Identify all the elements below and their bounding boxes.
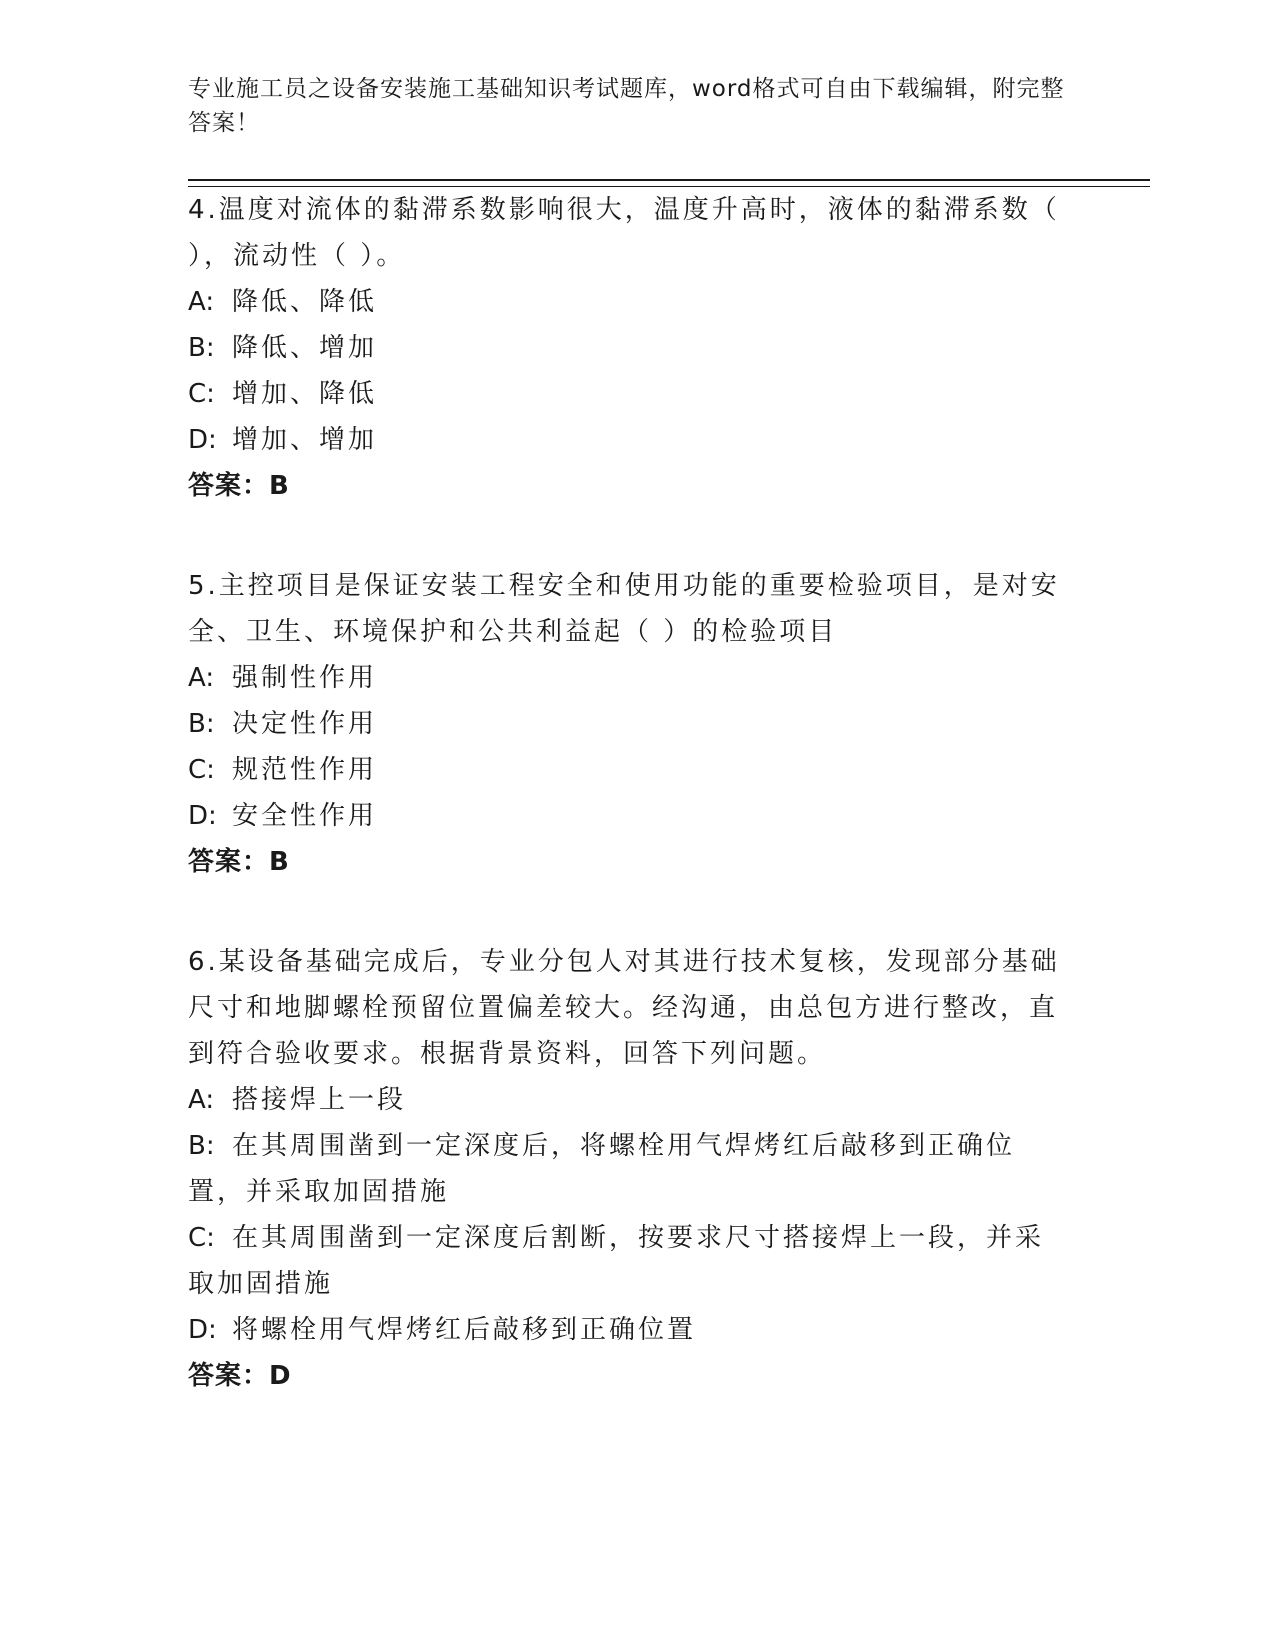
document-header: 专业施工员之设备安装施工基础知识考试题库，word格式可自由下载编辑，附完整答案！ <box>188 76 1065 136</box>
option-text: 决定性作用 <box>232 709 378 739</box>
option-key: A: <box>188 1085 215 1115</box>
option-a <box>188 1077 1068 1123</box>
option-key: A: <box>188 287 215 317</box>
question-list <box>188 187 1068 1453</box>
option-key: C: <box>188 755 215 785</box>
option-d <box>188 417 1068 463</box>
option-text: 搭接焊上一段 <box>232 1085 407 1115</box>
option-c <box>188 1215 1068 1307</box>
option-list <box>188 1077 1068 1353</box>
option-text: 降低、增加 <box>232 333 378 363</box>
option-key: D: <box>188 425 217 455</box>
option-text: 安全性作用 <box>232 801 378 831</box>
option-key: A: <box>188 663 215 693</box>
option-text: 在其周围凿到一定深度后割断，按要求尺寸搭接焊上一段，并采取加固措施 <box>188 1223 1045 1299</box>
option-key: C: <box>188 1223 215 1253</box>
question-text: 5.主控项目是保证安装工程安全和使用功能的重要检验项目，是对安全、卫生、环境保护和公共利益起（ ）的检验项目 <box>188 571 1060 647</box>
option-a <box>188 655 1068 701</box>
option-c <box>188 371 1068 417</box>
option-key: B: <box>188 709 215 739</box>
option-b <box>188 1123 1068 1215</box>
option-b <box>188 701 1068 747</box>
option-key: B: <box>188 1131 215 1161</box>
option-text: 强制性作用 <box>232 663 378 693</box>
option-d <box>188 1307 1068 1353</box>
option-b <box>188 325 1068 371</box>
question-6 <box>188 939 1068 1399</box>
question-text: 6.某设备基础完成后，专业分包人对其进行技术复核，发现部分基础尺寸和地脚螺栓预留位置偏差较大。经沟通，由总包方进行整改，直到符合验收要求。根据背景资料，回答下列问题。 <box>188 947 1060 1069</box>
option-key: D: <box>188 1315 217 1345</box>
option-c <box>188 747 1068 793</box>
option-text: 降低、降低 <box>232 287 378 317</box>
answer-line: 答案：B <box>188 847 290 877</box>
option-text: 将螺栓用气焊烤红后敲移到正确位置 <box>232 1315 697 1345</box>
question-text: 4.温度对流体的黏滞系数影响很大，温度升高时，液体的黏滞系数（ ），流动性（ ）。 <box>188 195 1060 271</box>
option-d <box>188 793 1068 839</box>
option-text: 在其周围凿到一定深度后，将螺栓用气焊烤红后敲移到正确位置，并采取加固措施 <box>188 1131 1016 1207</box>
option-text: 增加、增加 <box>232 425 378 455</box>
option-text: 增加、降低 <box>232 379 378 409</box>
option-a <box>188 279 1068 325</box>
answer-line: 答案：D <box>188 1361 292 1391</box>
answer-line: 答案：B <box>188 471 290 501</box>
option-list <box>188 655 1068 839</box>
option-key: D: <box>188 801 217 831</box>
question-5 <box>188 563 1068 885</box>
option-key: C: <box>188 379 215 409</box>
option-list <box>188 279 1068 463</box>
option-key: B: <box>188 333 215 363</box>
header-divider <box>188 179 1150 187</box>
question-4 <box>188 187 1068 509</box>
option-text: 规范性作用 <box>232 755 378 785</box>
